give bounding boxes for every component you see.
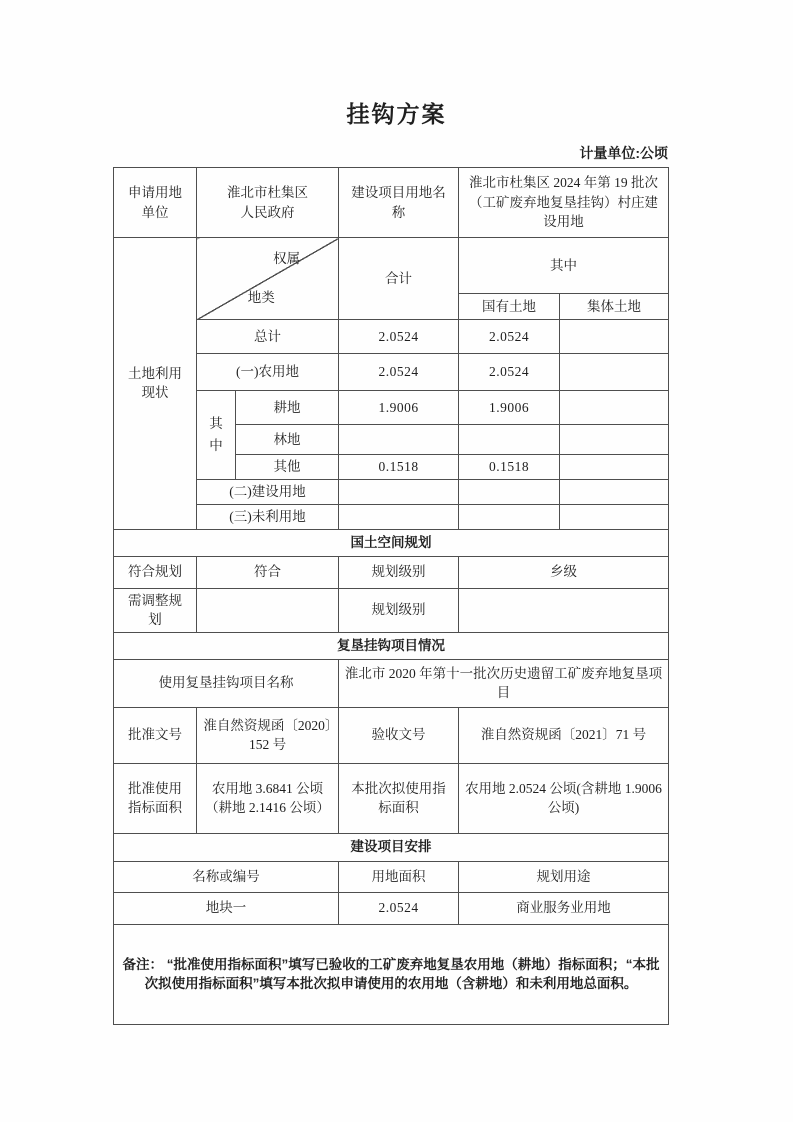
total-value: 1.9006: [339, 391, 459, 425]
row-label: (三)未利用地: [197, 504, 339, 529]
batch-area-value: 农用地 2.0524 公顷(含耕地 1.9006 公顷): [459, 763, 669, 833]
land-use-header-row: [114, 238, 669, 294]
row-label: 耕地: [236, 391, 339, 425]
collective-value: [560, 320, 669, 354]
approval-no-label: 批准文号: [114, 707, 197, 763]
approved-area-value: 农用地 3.6841 公顷（耕地 2.1416 公顷）: [197, 763, 339, 833]
total-value: [339, 425, 459, 455]
planning-conform-row: [114, 556, 669, 588]
planning-section-title: 国土空间规划: [114, 529, 669, 556]
state-value: [459, 425, 560, 455]
parcel-usage-header: 规划用途: [459, 861, 669, 892]
batch-area-label: 本批次拟使用指标面积: [339, 763, 459, 833]
conform-value: 符合: [197, 556, 339, 588]
diagonal-ownership-label: 权属: [273, 251, 301, 266]
planning-adjust-row: [114, 588, 669, 632]
state-land-header: 国有土地: [459, 294, 560, 320]
table-row-agricultural: [114, 354, 669, 391]
collective-value: [560, 504, 669, 529]
total-value: [339, 504, 459, 529]
state-value: 1.9006: [459, 391, 560, 425]
applicant-value: 淮北市杜集区人民政府: [197, 168, 339, 238]
collective-value: [560, 480, 669, 505]
parcel-name-value: 地块一: [114, 892, 339, 924]
collective-value: [560, 354, 669, 391]
diagonal-header-cell: [197, 238, 339, 320]
approved-area-label: 批准使用指标面积: [114, 763, 197, 833]
quota-area-row: [114, 763, 669, 833]
planning-section-row: [114, 529, 669, 556]
approval-no-value: 淮自然资规函〔2020〕152 号: [197, 707, 339, 763]
collective-value: [560, 425, 669, 455]
adjust-label: 需调整规划: [114, 588, 197, 632]
table-row-grand-total: [114, 320, 669, 354]
page-title: 挂钩方案: [346, 101, 447, 127]
reclamation-project-value: 淮北市 2020 年第十一批次历史遗留工矿废弃地复垦项目: [339, 659, 669, 707]
collective-value: [560, 391, 669, 425]
total-value: 0.1518: [339, 455, 459, 480]
plan-level-label: 规划级别: [339, 556, 459, 588]
adjust-level-label: 规划级别: [339, 588, 459, 632]
table-row-parcel-1: [114, 892, 669, 924]
row-label: (二)建设用地: [197, 480, 339, 505]
project-name-value: 淮北市杜集区 2024 年第 19 批次（工矿废弃地复垦挂钩）村庄建设用地: [459, 168, 669, 238]
parcel-area-header: 用地面积: [339, 861, 459, 892]
document-number-row: [114, 707, 669, 763]
reclamation-project-row: [114, 659, 669, 707]
state-value: [459, 480, 560, 505]
conform-label: 符合规划: [114, 556, 197, 588]
applicant-row: [114, 168, 669, 238]
total-column-header: 合计: [339, 238, 459, 320]
total-value: 2.0524: [339, 320, 459, 354]
collective-land-header: 集体土地: [560, 294, 669, 320]
among-column-header: 其中: [459, 238, 669, 294]
construction-section-title: 建设项目安排: [114, 833, 669, 861]
total-value: 2.0524: [339, 354, 459, 391]
plan-level-value: 乡级: [459, 556, 669, 588]
parcel-usage-value: 商业服务业用地: [459, 892, 669, 924]
construction-header-row: [114, 861, 669, 892]
table-row-construction-land: [114, 480, 669, 505]
table-row-unused-land: [114, 504, 669, 529]
diagonal-landtype-label: 地类: [247, 290, 275, 306]
acceptance-no-value: 淮自然资规函〔2021〕71 号: [459, 707, 669, 763]
state-value: [459, 504, 560, 529]
remark-row: [114, 924, 669, 1024]
reclamation-section-row: [114, 632, 669, 659]
row-label: 林地: [236, 425, 339, 455]
applicant-label: 申请用地单位: [114, 168, 197, 238]
among-row-label: 其中: [197, 391, 236, 480]
remark-text: 备注： “批准使用指标面积”填写已验收的工矿废弃地复垦农用地（耕地）指标面积；“本批次拟使用指标面积”填写本批次拟申请使用的农用地（含耕地）和未利用地总面积。: [114, 924, 669, 1024]
adjust-level-value: [459, 588, 669, 632]
project-name-label: 建设项目用地名称: [339, 168, 459, 238]
acceptance-no-label: 验收文号: [339, 707, 459, 763]
land-use-section-label: 土地利用现状: [114, 238, 197, 530]
row-label: 其他: [236, 455, 339, 480]
total-value: [339, 480, 459, 505]
row-label: (一)农用地: [197, 354, 339, 391]
row-label: 总计: [197, 320, 339, 354]
collective-value: [560, 455, 669, 480]
state-value: 2.0524: [459, 320, 560, 354]
state-value: 2.0524: [459, 354, 560, 391]
reclamation-project-label: 使用复垦挂钩项目名称: [114, 659, 339, 707]
parcel-area-value: 2.0524: [339, 892, 459, 924]
construction-section-row: [114, 833, 669, 861]
plan-table: [113, 167, 669, 1025]
adjust-value: [197, 588, 339, 632]
reclamation-section-title: 复垦挂钩项目情况: [114, 632, 669, 659]
table-row-cultivated: [114, 391, 669, 425]
state-value: 0.1518: [459, 455, 560, 480]
unit-label: 计量单位:公顷: [579, 145, 668, 161]
parcel-name-header: 名称或编号: [114, 861, 339, 892]
